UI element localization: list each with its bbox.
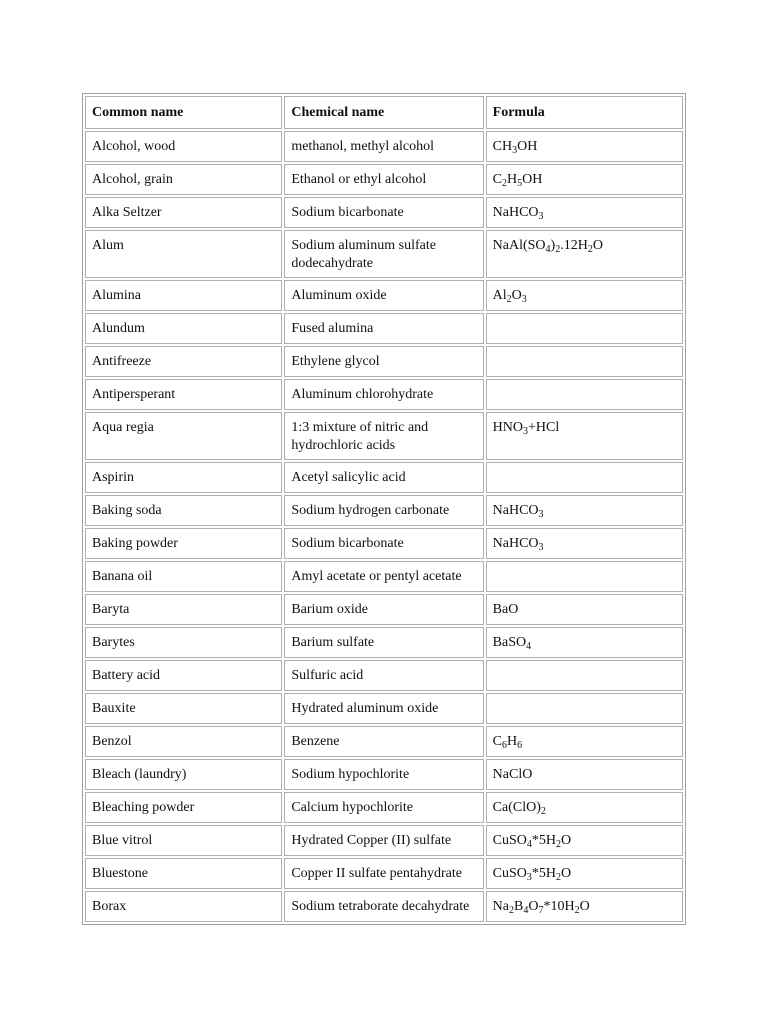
cell-common-name: Battery acid — [85, 660, 282, 691]
cell-chemical-name: 1:3 mixture of nitric and hydrochloric acids — [284, 412, 483, 460]
cell-chemical-name: Sodium hypochlorite — [284, 759, 483, 790]
cell-common-name: Alcohol, wood — [85, 131, 282, 162]
table-row — [85, 792, 683, 823]
cell-formula: $Ca(ClO)_2$ — [486, 792, 683, 823]
cell-common-name: Baking powder — [85, 528, 282, 559]
table-row — [85, 825, 683, 856]
cell-common-name: Alumina — [85, 280, 282, 311]
cell-common-name: Blue vitrol — [85, 825, 282, 856]
cell-common-name: Baking soda — [85, 495, 282, 526]
cell-chemical-name: methanol, methyl alcohol — [284, 131, 483, 162]
cell-common-name: Alundum — [85, 313, 282, 344]
cell-chemical-name: Sodium hydrogen carbonate — [284, 495, 483, 526]
cell-common-name: Alcohol, grain — [85, 164, 282, 195]
table-row — [85, 379, 683, 410]
header-common-name: Common name — [85, 96, 282, 129]
table-row — [85, 412, 683, 460]
cell-formula: NaHCO$_3$ — [486, 495, 683, 526]
cell-formula — [486, 346, 683, 377]
cell-formula: $NaAl(SO_4)_2.12H_2O$ — [486, 230, 683, 278]
cell-common-name: Aqua regia — [85, 412, 282, 460]
cell-formula — [486, 462, 683, 493]
cell-chemical-name: Acetyl salicylic acid — [284, 462, 483, 493]
cell-formula: NaHCO$_3$ — [486, 197, 683, 228]
table-header-row — [85, 96, 683, 129]
cell-formula — [486, 693, 683, 724]
cell-formula: $CuSO_3*5H_2O$ — [486, 858, 683, 889]
cell-formula: $HNO_3+HCl$ — [486, 412, 683, 460]
cell-chemical-name: Barium sulfate — [284, 627, 483, 658]
header-chemical-name: Chemical name — [284, 96, 483, 129]
table-body — [85, 131, 683, 922]
table-row — [85, 858, 683, 889]
header-formula: Formula — [486, 96, 683, 129]
table-row — [85, 627, 683, 658]
cell-chemical-name: Benzene — [284, 726, 483, 757]
cell-formula — [486, 313, 683, 344]
cell-formula: $C_2H_5OH$ — [486, 164, 683, 195]
cell-chemical-name: Sodium bicarbonate — [284, 528, 483, 559]
cell-chemical-name: Amyl acetate or pentyl acetate — [284, 561, 483, 592]
table-row — [85, 759, 683, 790]
table-row — [85, 726, 683, 757]
table-row — [85, 131, 683, 162]
table-row — [85, 561, 683, 592]
cell-common-name: Alum — [85, 230, 282, 278]
cell-chemical-name: Aluminum oxide — [284, 280, 483, 311]
table-row — [85, 280, 683, 311]
cell-chemical-name: Ethylene glycol — [284, 346, 483, 377]
cell-chemical-name: Calcium hypochlorite — [284, 792, 483, 823]
cell-formula — [486, 379, 683, 410]
cell-common-name: Barytes — [85, 627, 282, 658]
cell-chemical-name: Sodium bicarbonate — [284, 197, 483, 228]
table-row — [85, 462, 683, 493]
cell-common-name: Alka Seltzer — [85, 197, 282, 228]
table-row — [85, 594, 683, 625]
cell-chemical-name: Hydrated aluminum oxide — [284, 693, 483, 724]
table-row — [85, 197, 683, 228]
cell-common-name: Antipersperant — [85, 379, 282, 410]
cell-common-name: Benzol — [85, 726, 282, 757]
cell-formula: NaHCO$_3$ — [486, 528, 683, 559]
cell-formula — [486, 561, 683, 592]
cell-formula: BaO — [486, 594, 683, 625]
chemical-names-table-container — [82, 93, 686, 925]
table-row — [85, 528, 683, 559]
cell-formula: $CH_3OH$ — [486, 131, 683, 162]
cell-common-name: Aspirin — [85, 462, 282, 493]
cell-chemical-name: Fused alumina — [284, 313, 483, 344]
cell-common-name: Bleach (laundry) — [85, 759, 282, 790]
cell-formula: $C_6H_6$ — [486, 726, 683, 757]
chemical-names-table — [82, 93, 686, 925]
cell-common-name: Borax — [85, 891, 282, 922]
cell-common-name: Banana oil — [85, 561, 282, 592]
cell-common-name: Bleaching powder — [85, 792, 282, 823]
cell-formula: NaClO — [486, 759, 683, 790]
cell-formula: BaSO$_4$ — [486, 627, 683, 658]
cell-chemical-name: Aluminum chlorohydrate — [284, 379, 483, 410]
table-row — [85, 660, 683, 691]
cell-chemical-name: Barium oxide — [284, 594, 483, 625]
cell-common-name: Baryta — [85, 594, 282, 625]
cell-formula: $CuSO_4*5H_2O$ — [486, 825, 683, 856]
cell-common-name: Bauxite — [85, 693, 282, 724]
table-row — [85, 164, 683, 195]
cell-chemical-name: Copper II sulfate pentahydrate — [284, 858, 483, 889]
cell-chemical-name: Sodium aluminum sulfate dodecahydrate — [284, 230, 483, 278]
cell-common-name: Bluestone — [85, 858, 282, 889]
cell-chemical-name: Sodium tetraborate decahydrate — [284, 891, 483, 922]
table-row — [85, 693, 683, 724]
cell-formula: $Na_2B_4O_7*10H_2O$ — [486, 891, 683, 922]
table-row — [85, 891, 683, 922]
table-row — [85, 346, 683, 377]
cell-common-name: Antifreeze — [85, 346, 282, 377]
table-row — [85, 495, 683, 526]
table-row — [85, 230, 683, 278]
cell-chemical-name: Ethanol or ethyl alcohol — [284, 164, 483, 195]
table-row — [85, 313, 683, 344]
cell-formula — [486, 660, 683, 691]
cell-formula: $Al_2O_3$ — [486, 280, 683, 311]
cell-chemical-name: Hydrated Copper (II) sulfate — [284, 825, 483, 856]
cell-chemical-name: Sulfuric acid — [284, 660, 483, 691]
